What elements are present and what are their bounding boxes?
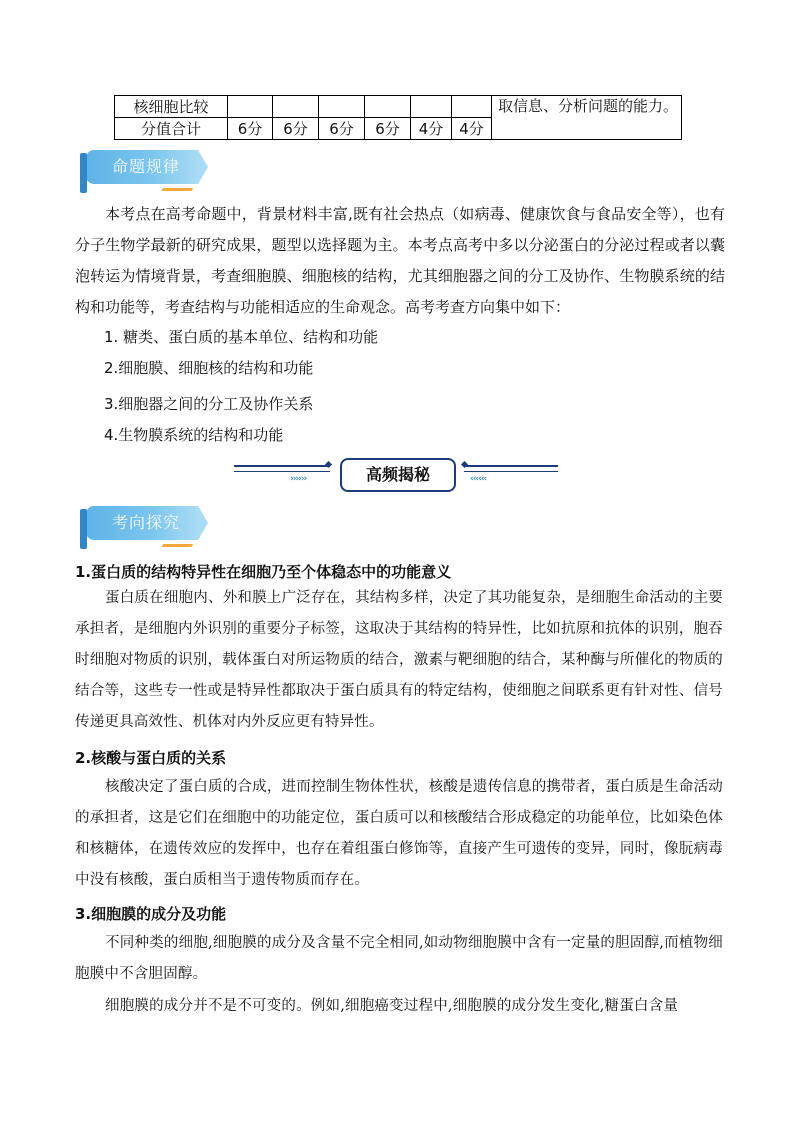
topic-paragraph: 不同种类的细胞,细胞膜的成分及含量不完全相同,如动物细胞膜中含有一定量的胆固醇,而植物细胞膜中不含胆固醇。 xyxy=(75,935,723,982)
section-badge-explore xyxy=(86,502,204,544)
table-cell xyxy=(452,96,492,118)
table-cell: 6分 xyxy=(365,118,411,140)
topic-heading: 3.细胞膜的成分及功能 xyxy=(75,905,227,923)
table-cell: 4分 xyxy=(411,118,452,140)
list-item: 4.生物膜系统的结构和功能 xyxy=(104,426,284,444)
table-cell: 4分 xyxy=(452,118,492,140)
table-cell xyxy=(365,96,411,118)
topic-paragraph: 细胞膜的成分并不是不可变的。例如,细胞癌变过程中,细胞膜的成分发生变化,糖蛋白含量 xyxy=(105,998,679,1014)
table-cell xyxy=(411,96,452,118)
list-item: 1. 糖类、蛋白质的基本单位、结构和功能 xyxy=(104,328,379,346)
list-item: 2.细胞膜、细胞核的结构和功能 xyxy=(104,359,314,377)
arrows-left-icon: ‹‹‹‹‹‹ xyxy=(470,474,487,484)
badge-label: 考向探究 xyxy=(111,513,180,532)
topic-heading: 2.核酸与蛋白质的关系 xyxy=(75,749,227,767)
topic-heading: 1.蛋白质的结构特异性在细胞乃至个体稳态中的功能意义 xyxy=(75,563,452,581)
table-row xyxy=(115,96,682,118)
score-table xyxy=(114,95,682,140)
table-cell xyxy=(319,96,365,118)
table-remark: 取信息、分析问题的能力。 xyxy=(492,96,682,140)
table-cell: 6分 xyxy=(273,118,319,140)
table-cell xyxy=(228,96,273,118)
intro-paragraph: 本考点在高考命题中，背景材料丰富,既有社会热点（如病毒、健康饮食与食品安全等），也有分子生物学最新的研究成果，题型以选择题为主。本考点高考中多以分泌蛋白的分泌过程或者以囊泡转运为情境背景，考查细胞膜、细胞核的结构，尤其细胞器之间的分工及协作、生物膜系统的结构和功能等，考查结构与功能相适应的生命观念。高考考查方向集中如下： xyxy=(75,205,725,316)
topic-paragraph: 蛋白质在细胞内、外和膜上广泛存在，其结构多样，决定了其功能复杂，是细胞生命活动的主要承担者，是细胞内外识别的重要分子标签，这取决于其结构的特异性，比如抗原和抗体的识别，胞吞时细胞对物质的识别，载体蛋白对所运物质的结合，激素与靶细胞的结合，某种酶与所催化的物质的结合等，这些专一性或是特异性都取决于蛋白质具有的特定结构，使细胞之间联系更有针对性、信号传递更具高效性、机体对内外反应更有特异性。 xyxy=(75,590,723,730)
row-label: 分值合计 xyxy=(115,118,228,140)
banner-title: 高频揭秘 xyxy=(340,458,456,492)
section-badge-rules xyxy=(86,146,204,188)
table-cell: 6分 xyxy=(319,118,365,140)
arrows-right-icon: ›››››› xyxy=(290,474,307,484)
badge-label: 命题规律 xyxy=(111,157,180,176)
row-label: 核细胞比较 xyxy=(115,96,228,118)
table-cell: 6分 xyxy=(228,118,273,140)
list-item: 3.细胞器之间的分工及协作关系 xyxy=(104,395,314,413)
topic-paragraph: 核酸决定了蛋白质的合成，进而控制生物体性状，核酸是遗传信息的携带者，蛋白质是生命活动的承担者，这是它们在细胞中的功能定位，蛋白质可以和核酸结合形成稳定的功能单位，比如染色体和核糖体，在遗传效应的发挥中，也存在着组蛋白修饰等，直接产生可遗传的变异，同时，像朊病毒中没有核酸，蛋白质相当于遗传物质而存在。 xyxy=(75,779,723,888)
table-cell xyxy=(273,96,319,118)
